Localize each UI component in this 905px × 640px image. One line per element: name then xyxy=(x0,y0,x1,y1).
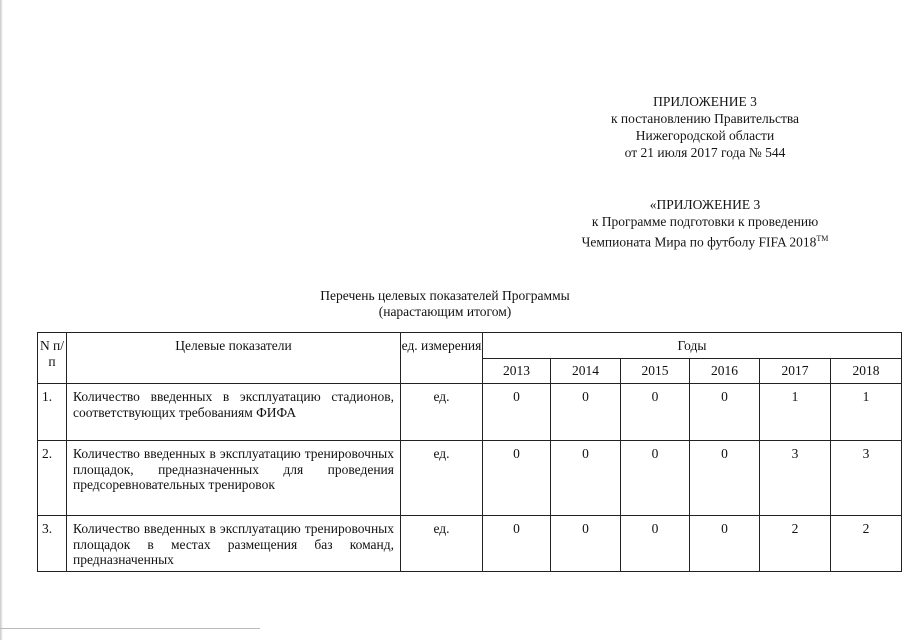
value-cell: 3 xyxy=(760,441,831,516)
value-cell: 3 xyxy=(831,441,902,516)
unit-cell: ед. xyxy=(401,441,483,516)
value-cell: 1 xyxy=(760,384,831,441)
appendix-header-program xyxy=(545,196,865,251)
value-cell: 2 xyxy=(760,516,831,572)
header-line: к Программе подготовки к проведению xyxy=(591,214,819,229)
table-title-block xyxy=(245,288,645,320)
value-cell: 0 xyxy=(621,441,690,516)
year-header: 2013 xyxy=(483,359,551,384)
value-cell: 0 xyxy=(551,441,621,516)
column-header-number: N п/п xyxy=(38,333,67,384)
value-cell: 0 xyxy=(483,384,551,441)
year-header: 2014 xyxy=(551,359,621,384)
indicators-table xyxy=(37,332,902,572)
value-cell: 0 xyxy=(621,384,690,441)
value-cell: 0 xyxy=(551,384,621,441)
column-header-unit: ед. измерения xyxy=(401,333,483,384)
value-cell: 0 xyxy=(690,441,760,516)
year-header: 2015 xyxy=(621,359,690,384)
header-line: «ПРИЛОЖЕНИЕ 3 xyxy=(649,197,761,212)
value-cell: 2 xyxy=(831,516,902,572)
value-cell: 0 xyxy=(690,384,760,441)
trademark-sign: TM xyxy=(816,234,829,243)
header-line-text: Чемпионата Мира по футболу FIFA 2018 xyxy=(581,234,817,250)
value-cell: 0 xyxy=(551,516,621,572)
row-number: 1. xyxy=(38,384,67,441)
scan-artifact-line xyxy=(0,628,260,629)
value-cell: 0 xyxy=(621,516,690,572)
indicator-text: Количество введенных в эксплуатацию тренировочных площадок в местах размещения баз команд, предназначенных xyxy=(67,516,401,572)
year-header: 2018 xyxy=(831,359,902,384)
header-line: Нижегородской области xyxy=(635,128,775,143)
table-title: Перечень целевых показателей Программы xyxy=(320,288,570,303)
row-number: 2. xyxy=(38,441,67,516)
value-cell: 0 xyxy=(483,441,551,516)
table-row xyxy=(38,516,902,572)
table-row xyxy=(38,441,902,516)
indicator-text: Количество введенных в эксплуатацию стадионов, соответствующих требованиям ФИФА xyxy=(67,384,401,441)
column-header-years: Годы xyxy=(483,333,902,359)
unit-cell: ед. xyxy=(401,384,483,441)
appendix-header-government xyxy=(590,93,820,161)
value-cell: 0 xyxy=(483,516,551,572)
column-header-indicator: Целевые показатели xyxy=(67,333,401,384)
scan-edge xyxy=(0,0,3,640)
header-line: к постановлению Правительства xyxy=(610,111,800,126)
year-header: 2017 xyxy=(760,359,831,384)
header-line: от 21 июля 2017 года № 544 xyxy=(624,145,786,160)
value-cell: 1 xyxy=(831,384,902,441)
unit-cell: ед. xyxy=(401,516,483,572)
header-line: ПРИЛОЖЕНИЕ 3 xyxy=(653,94,757,109)
header-line xyxy=(545,230,865,251)
table-row xyxy=(38,384,902,441)
row-number: 3. xyxy=(38,516,67,572)
table-subtitle: (нарастающим итогом) xyxy=(378,304,512,319)
year-header: 2016 xyxy=(690,359,760,384)
value-cell: 0 xyxy=(690,516,760,572)
indicator-text: Количество введенных в эксплуатацию тренировочных площадок, предназначенных для проведения предсоревновательных тренировок xyxy=(67,441,401,516)
